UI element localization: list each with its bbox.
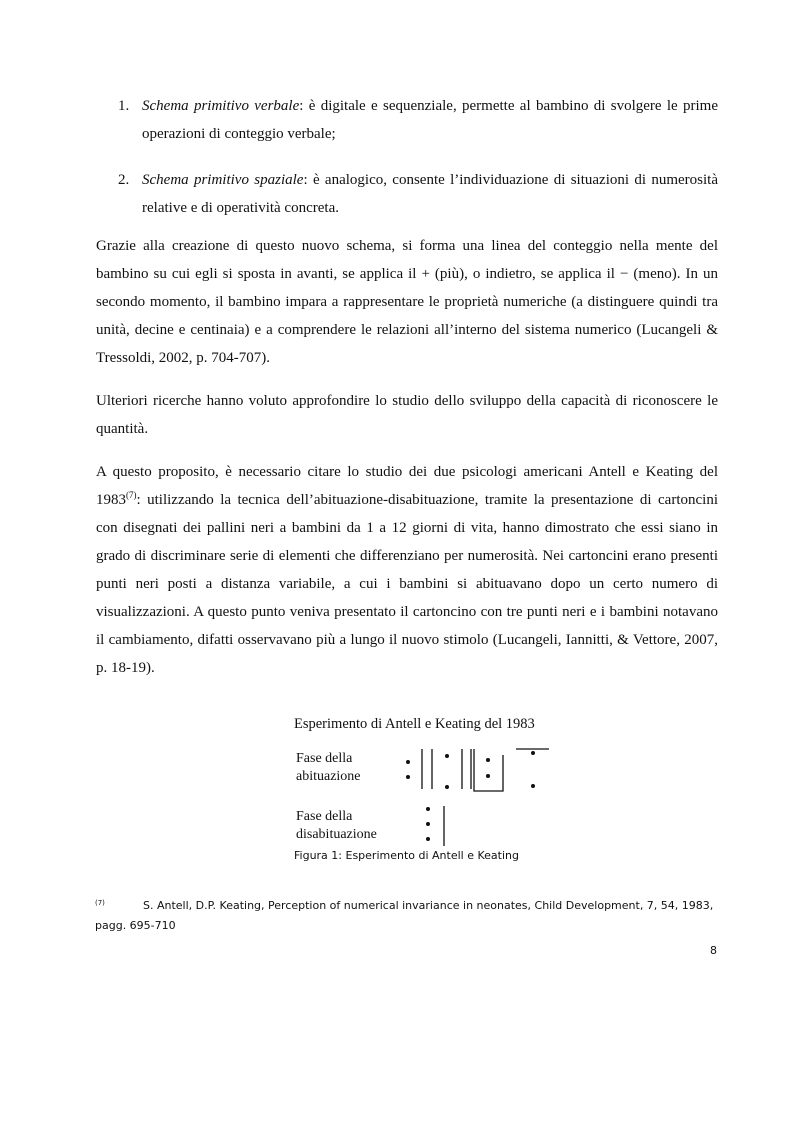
footnote-reference: (7) <box>126 490 137 500</box>
dot <box>406 760 410 764</box>
dot <box>426 822 430 826</box>
paragraph-ulteriori-ricerche: Ulteriori ricerche hanno voluto approfondire lo studio dello sviluppo della capacità di riconoscere le quantità. <box>96 393 718 437</box>
dot <box>486 758 490 762</box>
list-item <box>96 166 718 222</box>
paragraph-antell-keating <box>96 458 718 682</box>
dot <box>426 807 430 811</box>
dot <box>531 751 535 755</box>
dot <box>531 784 535 788</box>
list-term: Schema primitivo verbale <box>142 98 300 114</box>
figure-diagram <box>294 716 564 848</box>
list-item <box>96 92 718 148</box>
dot <box>445 754 449 758</box>
list-number: 2. <box>118 172 130 188</box>
card-line <box>474 749 503 791</box>
card-two-dots <box>474 749 503 791</box>
footnote-mark: (7) <box>95 899 105 907</box>
footnote <box>95 896 715 936</box>
paragraph-text: A questo proposito, è necessario citare lo studio dei due psicologi americani Antell e Keating del 1983 <box>96 464 718 508</box>
dot <box>445 785 449 789</box>
paragraph-linea-conteggio: Grazie alla creazione di questo nuovo schema, si forma una linea del conteggio nella mente del bambino su cui egli si sposta in avanti, se applica il + (più), o indietro, se applica il − (meno). In un secondo momento, il bambino impara a rappresentare le proprietà numeriche (a distinguere quindi tra unità, decine e centinaia) e a comprendere le relazioni all’interno del sistema numerico (Lucangeli & Tressoldi, 2002, p. 704-707). <box>96 238 718 366</box>
figure-caption: Figura 1: Esperimento di Antell e Keating <box>294 849 519 862</box>
list-number: 1. <box>118 98 130 114</box>
label-dishabituation-phase: Fase della disabituazione <box>296 809 377 842</box>
dot <box>426 837 430 841</box>
list-term: Schema primitivo spaziale <box>142 172 304 188</box>
card-two-dots <box>406 749 432 789</box>
paragraph-text: : utilizzando la tecnica dell’abituazione-disabituazione, tramite la presentazione di cartoncini con disegnati dei pallini neri a bambini da 1 a 12 giorni di vita, hanno dimostrato che essi siano in grado di discriminare serie di elementi che differenziano per numerosità. Nei cartoncini erano presenti punti neri posti a distanza variabile, a cui i bambini si abituavano dopo un certo numero di visualizzazioni. A questo punto veniva presentato il cartoncino con tre punti neri e i bambini notavano il cambiamento, difatti osservavano più a lungo il nuovo stimolo (Lucangeli, Iannitti, & Vettore, 2007, p. 18-19). <box>96 492 718 676</box>
page-number: 8 <box>710 944 717 957</box>
dot <box>486 774 490 778</box>
label-habituation-phase: Fase della abituazione <box>296 751 361 784</box>
footnote-text: S. Antell, D.P. Keating, Perception of numerical invariance in neonates, Child Development, 7, 54, 1983, pagg. 695-710 <box>95 899 714 932</box>
card-two-dots <box>445 749 471 789</box>
list-text: : è digitale e sequenziale, permette al bambino di svolgere le prime operazioni di conteggio verbale; <box>142 98 719 142</box>
numbered-list <box>96 92 718 240</box>
figure-antell-keating <box>294 716 564 876</box>
list-text: : è analogico, consente l’individuazione di situazioni di numerosità relative e di operatività concreta. <box>142 172 718 216</box>
card-two-dots <box>516 749 549 788</box>
figure-title: Esperimento di Antell e Keating del 1983 <box>294 716 535 732</box>
dot <box>406 775 410 779</box>
card-three-dots <box>426 806 444 846</box>
